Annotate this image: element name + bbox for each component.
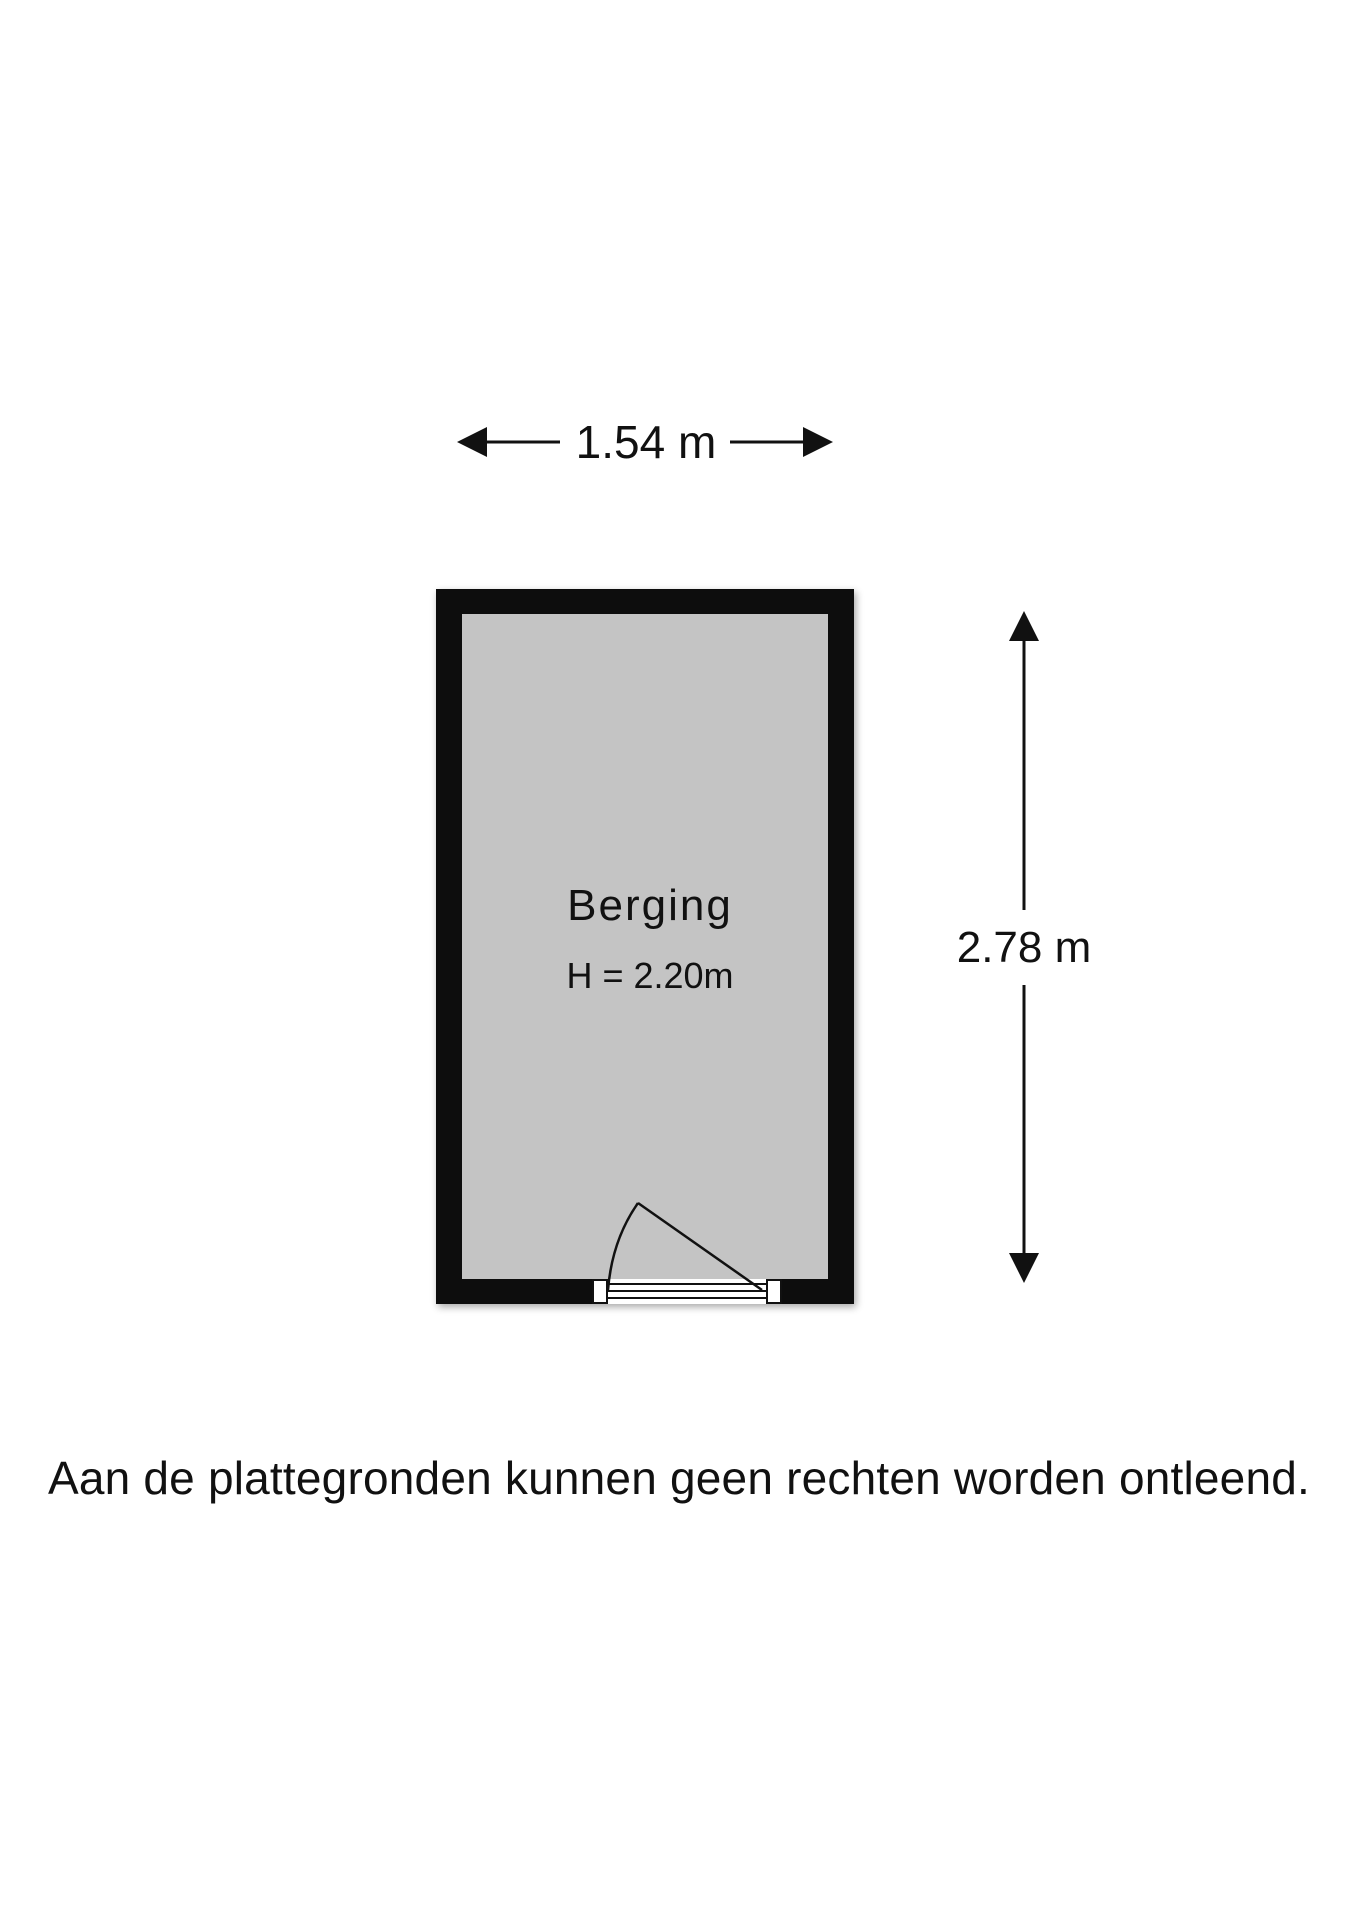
- width-label: 1.54 m: [575, 416, 717, 468]
- disclaimer-text: Aan de plattegronden kunnen geen rechten worden ontleend.: [47, 1452, 1311, 1504]
- room-floor: [462, 614, 828, 1279]
- room-berging: [436, 589, 854, 1304]
- height-label: 2.78 m: [956, 923, 1092, 972]
- room-ceiling-height: H = 2.20m: [566, 955, 734, 996]
- width-dimension: [460, 416, 830, 468]
- room-name: Berging: [567, 881, 733, 930]
- height-dimension: [957, 614, 1092, 1280]
